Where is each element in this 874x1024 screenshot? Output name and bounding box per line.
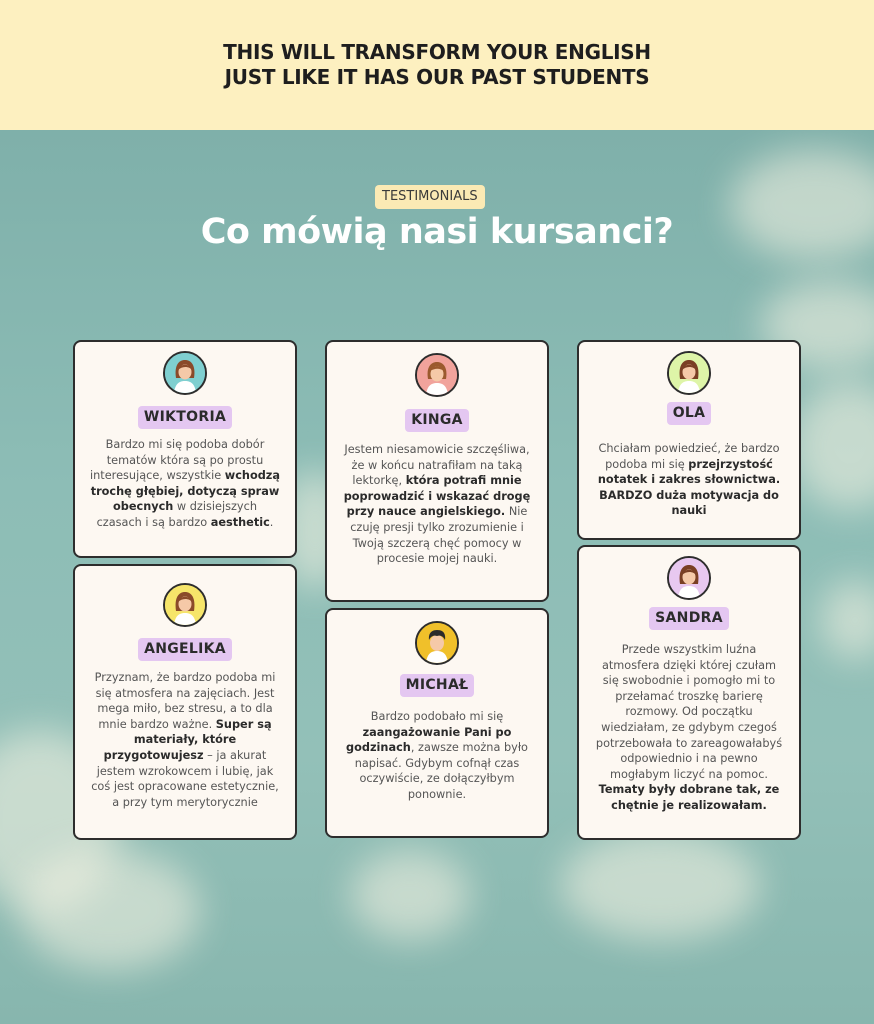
testimonial-card-angelika: [73, 564, 297, 840]
student-name: SANDRA: [579, 607, 799, 630]
cloud: [560, 830, 760, 940]
emphasis-text: zaangażowanie Pani po godzinach: [346, 725, 512, 755]
woman-avatar-icon: [667, 556, 711, 600]
man-avatar-icon: [415, 621, 459, 665]
section-headline: Co mówią nasi kursanci?: [200, 212, 674, 252]
banner-line-2: JUST LIKE IT HAS OUR PAST STUDENTS: [224, 65, 650, 89]
emphasis-text: która potrafi mnie poprowadzić i wskazać drogę przy nauce angielskiego.: [343, 474, 531, 519]
emphasis-text: Tematy były dobrane tak, ze chętnie je realizowałam.: [598, 783, 780, 812]
emphasis-text: Super są materiały, które przygotowujesz: [103, 717, 272, 762]
cloud: [820, 580, 874, 660]
top-banner: [0, 0, 874, 130]
student-name: OLA: [579, 402, 799, 425]
woman-avatar-icon: [163, 583, 207, 627]
testimonial-card-ola: [577, 340, 801, 540]
testimonial-text: Przyznam, że bardzo podoba mi się atmosfera na zajęciach. Jest mega miło, bez stresu, a to dla mnie bardzo ważne. Super są materiały, które przygotowujesz – ja akurat jestem wzrokowcem i lubię, jak coś jest opracowane estetycznie, a przy tym merytorycznie: [91, 671, 279, 809]
student-name: WIKTORIA: [75, 406, 295, 429]
testimonial-card-sandra: [577, 545, 801, 840]
student-name: ANGELIKA: [75, 638, 295, 661]
cloud: [790, 380, 874, 510]
testimonial-card-kinga: [325, 340, 549, 602]
section-tag: TESTIMONIALS: [375, 185, 485, 209]
testimonial-card-michal: [325, 608, 549, 838]
testimonial-text: Przede wszystkim luźna atmosfera dzięki której czułam się swobodnie i pomogło mi to przełamać troszkę barierę rozmowy. Od początku wiedziałam, ze gdybym czegoś potrzebowała to zareagowałabyś odpowiednio i na pewno mogłabym liczyć na pomoc. Tematy były dobrane tak, ze chętnie je realizowałam.: [595, 643, 783, 812]
cloud: [350, 850, 470, 940]
cloud: [20, 850, 200, 970]
testimonial-card-wiktoria: [73, 340, 297, 558]
woman-avatar-icon: [415, 353, 459, 397]
testimonial-text: Bardzo podobało mi się zaangażowanie Pani po godzinach, zawsze można było napisać. Gdybym cofnął czas oczywiście, ze dołączyłbym ponownie.: [346, 710, 528, 801]
emphasis-text: wchodzą trochę głębiej, dotyczą spraw obecnych: [90, 469, 280, 514]
testimonial-text: Chciałam powiedzieć, że bardzo podoba mi się przejrzystość notatek i zakres słownictwa. BARDZO duża motywacja do nauki: [597, 442, 781, 518]
woman-avatar-icon: [163, 351, 207, 395]
testimonial-text: Bardzo mi się podoba dobór tematów która są po prostu interesujące, wszystkie wchodzą trochę głębiej, dotyczą spraw obecnych w dzisiejszych czasach i są bardzo aesthetic.: [90, 438, 280, 529]
student-name: KINGA: [327, 409, 547, 432]
student-name: MICHAŁ: [327, 674, 547, 697]
woman-avatar-icon: [667, 351, 711, 395]
testimonial-text: Jestem niesamowicie szczęśliwa, że w końcu natrafiłam na taką lektorkę, która potrafi mnie poprowadzić i wskazać drogę przy nauce angielskiego. Nie czuję presji tylko zrozumienie i Twoją szczerą chęć pomocy w procesie mojej nauki.: [343, 443, 531, 566]
emphasis-text: aesthetic: [210, 515, 270, 529]
emphasis-text: przejrzystość notatek i zakres słownictwa. BARDZO duża motywacja do nauki: [597, 457, 781, 518]
banner-line-1: THIS WILL TRANSFORM YOUR ENGLISH: [223, 40, 651, 64]
